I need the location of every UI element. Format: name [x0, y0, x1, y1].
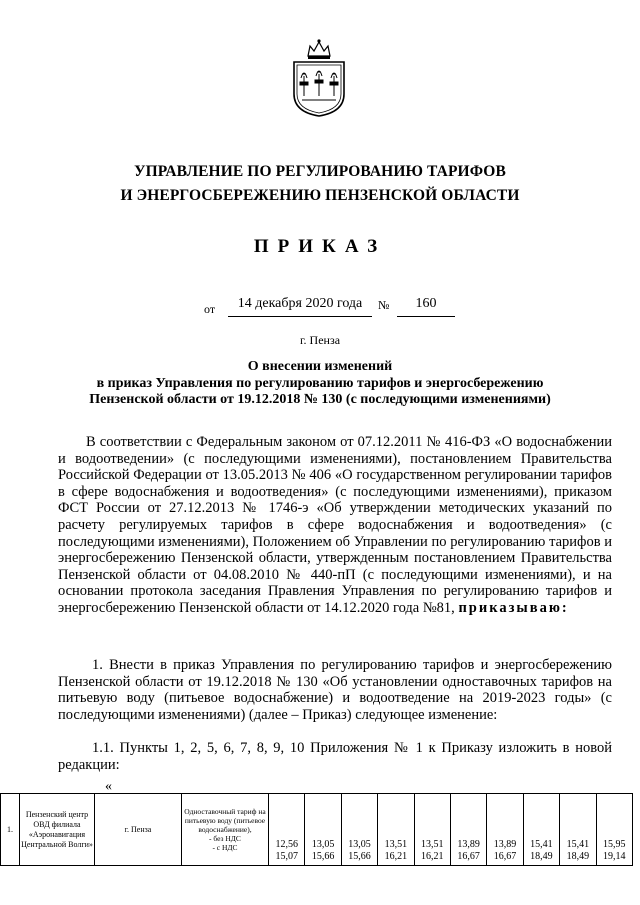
row-number: 1. [1, 794, 20, 866]
with-vat-label: - с НДС [212, 843, 238, 852]
value-with-vat: 16,21 [384, 851, 408, 862]
item-1-1-paragraph: 1.1. Пункты 1, 2, 5, 6, 7, 8, 9, 10 Приложения № 1 к Приказу изложить в новой редакции: [58, 740, 612, 773]
subject-line3: Пензенской области от 19.12.2018 № 130 (с последующими изменениями) [89, 392, 551, 407]
item-1-paragraph: 1. Внести в приказ Управления по регулированию тарифов и энергосбережению Пензенской области от 19.12.2018 № 130 «Об установлении одноставочных тарифов на питьевую воду (питьевое водоснабжение) и водоотведение на 2019-2023 годы» (с последующими изменениями) (далее – Приказ) следующее изменение: [58, 657, 612, 723]
table-row [1, 794, 633, 866]
value-no-vat: 13,89 [493, 839, 517, 850]
value-cell [523, 794, 559, 866]
tariff-description-cell [182, 794, 269, 866]
organization-cell: Пензенский центр ОВД филиала «Аэронавигация Центральной Волги» [20, 794, 95, 866]
value-cell [487, 794, 523, 866]
subject-line1: О внесении изменений [247, 359, 393, 374]
value-no-vat: 15,41 [530, 839, 553, 850]
city-cell: г. Пенза [95, 794, 182, 866]
preamble-paragraph [58, 434, 612, 617]
tariff-description: Одноставочный тариф на питьевую воду (питьевое водоснабжение), [184, 807, 266, 834]
value-cell [414, 794, 450, 866]
organization-name-line2: И ЭНЕРГОСБЕРЕЖЕНИЮ ПЕНЗЕНСКОЙ ОБЛАСТИ [120, 187, 520, 204]
open-quote: « [105, 779, 112, 794]
value-cell [450, 794, 486, 866]
value-with-vat: 16,67 [493, 851, 517, 862]
value-no-vat: 15,41 [566, 839, 590, 850]
value-no-vat: 13,89 [457, 839, 480, 850]
value-cell [378, 794, 414, 866]
document-type-title: ПРИКАЗ [253, 236, 387, 257]
value-cell [305, 794, 341, 866]
value-with-vat: 18,49 [530, 851, 553, 862]
order-number: 160 [397, 296, 455, 317]
value-with-vat: 19,14 [603, 851, 626, 862]
order-date: 14 декабря 2020 года [228, 296, 372, 317]
value-with-vat: 15,66 [311, 851, 335, 862]
value-cell [341, 794, 377, 866]
value-no-vat: 12,56 [275, 839, 298, 850]
city-name: г. Пенза [299, 333, 341, 347]
value-no-vat: 13,51 [421, 839, 444, 850]
value-cell [596, 794, 632, 866]
value-cell [560, 794, 596, 866]
value-with-vat: 15,66 [348, 851, 371, 862]
preamble-text: В соответствии с Федеральным законом от 07.12.2011 № 416-ФЗ «О водоснабжении и водоотведении» (с последующими изменениями), постановлением Правительства Российской Федерации от 13.05.2013 № 406 «О государственном регулировании тарифов в сфере водоснабжения и водоотведения» (с последующими изменениями), приказом ФСТ России от 27.12.2013 № 1746-э «Об утверждении методических указаний по расчету регулируемых тарифов в сфере водоснабжения и водоотведения» (с последующими изменениями), Положением об Управлении по регулированию тарифов и энергосбережению Пензенской области, утвержденным постановлением Правительства Пензенской области от 04.08.2010 № 440-пП (с последующими изменениями), и на основании протокола заседания Правления Управления по регулированию тарифов и энергосбережению Пензенской области от 14.12.2020 года №81, [58, 434, 612, 616]
penza-coat-of-arms-emblem [288, 38, 350, 118]
date-prefix: от [204, 302, 216, 316]
value-cell [269, 794, 305, 866]
organization-name-line1: УПРАВЛЕНИЕ ПО РЕГУЛИРОВАНИЮ ТАРИФОВ [134, 163, 506, 180]
order-subject [0, 359, 640, 409]
value-with-vat: 16,67 [457, 851, 480, 862]
tariff-table [0, 793, 633, 866]
value-with-vat: 18,49 [566, 851, 590, 862]
value-no-vat: 13,51 [384, 839, 408, 850]
subject-line2: в приказ Управления по регулированию тарифов и энергосбережению [96, 375, 544, 391]
value-with-vat: 15,07 [275, 851, 298, 862]
value-with-vat: 16,21 [421, 851, 444, 862]
no-vat-label: - без НДС [209, 834, 241, 843]
value-no-vat: 13,05 [311, 839, 335, 850]
value-no-vat: 13,05 [348, 839, 371, 850]
decree-word: приказываю: [458, 599, 569, 616]
number-sign: № [378, 298, 390, 312]
value-no-vat: 15,95 [603, 839, 626, 850]
